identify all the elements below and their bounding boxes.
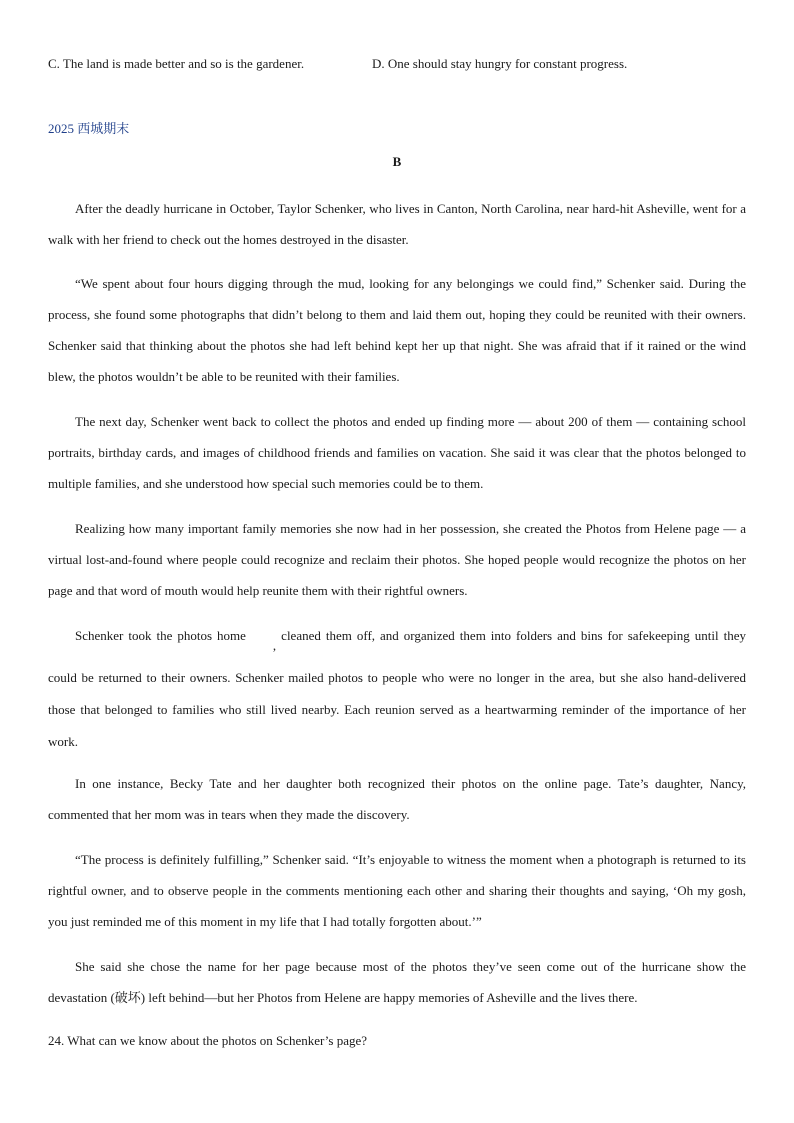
passage-paragraph-3: The next day, Schenker went back to collect the photos and ended up finding more — about 200 of them — containing school portraits, birthday cards, and images of childhood friends and families on vacation. She said it was clear that the photos belonged to multiple families, and she understood how special such memories could be to them. [48,414,746,491]
source-tag: 2025 西城期末 [48,121,130,136]
passage-paragraph-5 [48,620,746,758]
question-24: 24. What can we know about the photos on Schenker’s page? [48,1033,368,1048]
section-heading: B [392,154,402,169]
passage-paragraph-8: She said she chose the name for her page because most of the photos they’ve seen come out of the hurricane show the devastation (破坏) left behind—but her Photos from Helene are happy memories of Asheville and the lives there. [48,959,746,1005]
paragraph-5-comma: , [272,638,277,653]
passage-paragraph-4: Realizing how many important family memories she now had in her possession, she created the Photos from Helene page — a virtual lost-and-found where people could recognize and reclaim their photos. She hoped people would recognize the photos on her page and that word of mouth would help reunite them with their rightful owners. [48,521,746,598]
passage-paragraph-1: After the deadly hurricane in October, Taylor Schenker, who lives in Canton, North Carolina, near hard-hit Asheville, went for a walk with her friend to check out the homes destroyed in the disaster. [48,201,746,247]
passage-paragraph-2: “We spent about four hours digging through the mud, looking for any belongings we could find,” Schenker said. During the process, she found some photographs that didn’t belong to them and laid them out, hoping they could be reunited with their owners. Schenker said that thinking about the photos she had left behind kept her up that night. She was afraid that if it rained or the wind blew, the photos wouldn’t be able to be reunited with their families. [48,276,746,384]
passage-paragraph-6: In one instance, Becky Tate and her daughter both recognized their photos on the online page. Tate’s daughter, Nancy, commented that her mom was in tears when they made the discovery. [48,776,746,822]
passage-paragraph-7: “The process is definitely fulfilling,” Schenker said. “It’s enjoyable to witness the moment when a photograph is returned to its rightful owner, and to observe people in the comments mentioning each other and sharing their thoughts and saying, ‘Oh my gosh, you just reminded me of this moment in my life that I had totally forgotten about.’” [48,852,746,929]
paragraph-5-start: Schenker took the photos home [75,628,246,643]
paragraph-5-rest: cleaned them off, and organized them into folders and bins for safekeeping until they could be returned to their owners. Schenker mailed photos to people who were no longer in the area, but she also hand-delivered those that belonged to families who still lived nearby. Each reunion served as a heartwarming reminder of the importance of her work. [48,628,747,749]
option-c: C. The land is made better and so is the gardener. [48,56,305,71]
option-d: D. One should stay hungry for constant progress. [372,56,628,71]
